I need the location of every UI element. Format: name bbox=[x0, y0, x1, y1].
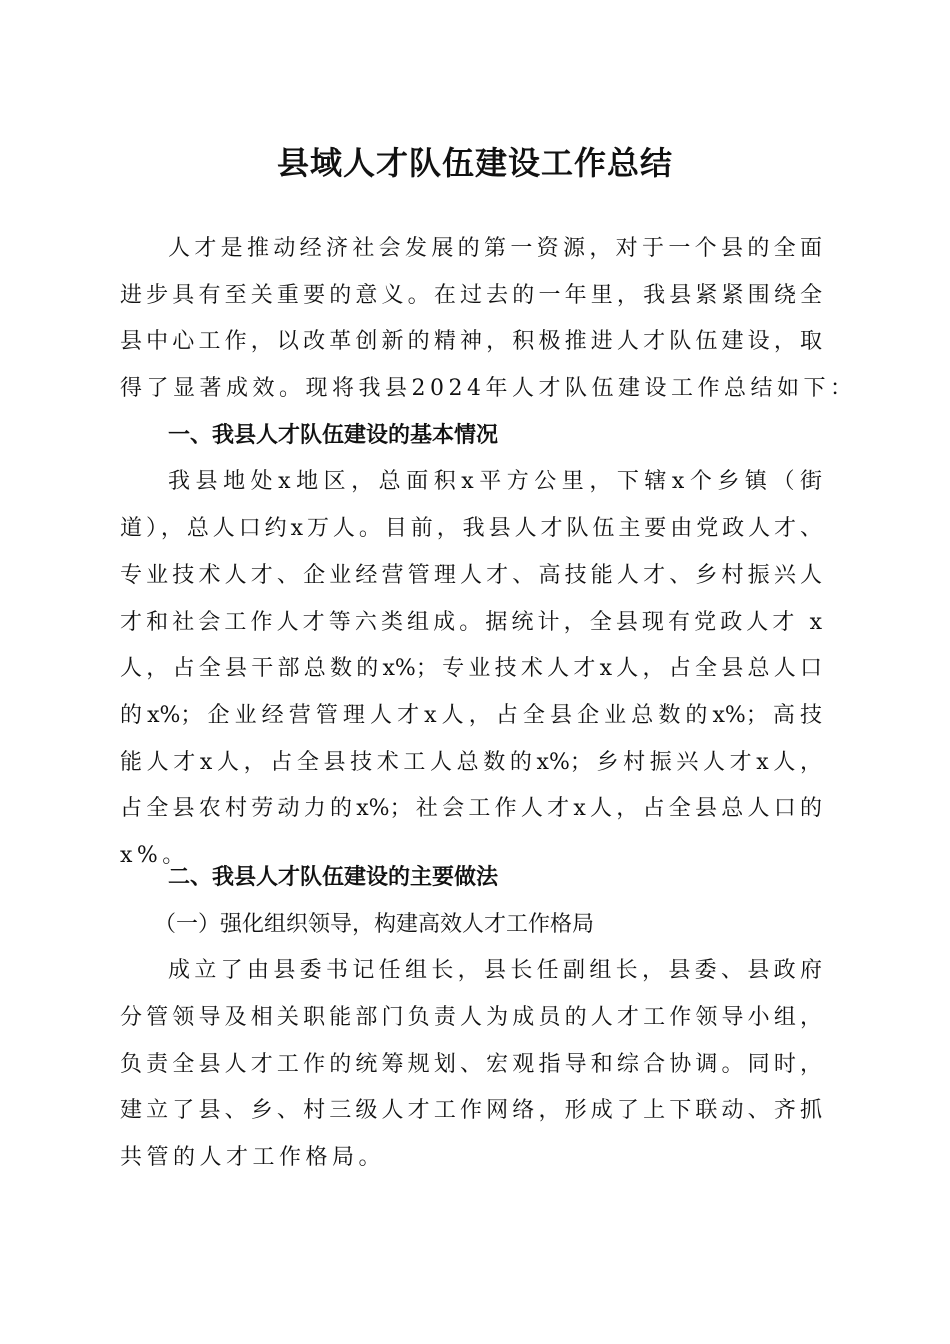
text-line: 进步具有至关重要的意义。在过去的一年里，我县紧紧围绕全 bbox=[120, 282, 822, 308]
section-heading: 二、我县人才队伍建设的主要做法 bbox=[168, 865, 499, 890]
text-line: 专业技术人才、企业经营管理人才、高技能人才、乡村振兴人 bbox=[120, 562, 822, 588]
document-title: 县域人才队伍建设工作总结 bbox=[276, 144, 673, 182]
text-line: 占全县农村劳动力的x%；社会工作人才x人，占全县总人口的 bbox=[120, 796, 822, 822]
text-line: 才和社会工作人才等六类组成。据统计，全县现有党政人才 x bbox=[120, 609, 822, 635]
intro-paragraph bbox=[120, 226, 857, 880]
text-line: x%。 bbox=[120, 842, 189, 868]
text-line: 得了显著成效。现将我县2024年人才队伍建设工作总结如下： bbox=[120, 376, 857, 402]
text-line: 成立了由县委书记任组长，县长任副组长，县委、县政府 bbox=[168, 958, 822, 984]
text-line: 共管的人才工作格局。 bbox=[120, 1145, 386, 1171]
text-line: 人，占全县干部总数的x%；专业技术人才x人，占全县总人口 bbox=[120, 656, 822, 682]
text-line: 负责全县人才工作的统筹规划、宏观指导和综合协调。同时， bbox=[120, 1051, 822, 1077]
text-line: 的x%；企业经营管理人才x人，占全县企业总数的x%；高技 bbox=[120, 702, 822, 728]
text-line: 我县地处x地区，总面积x平方公里，下辖x个乡镇（街 bbox=[168, 469, 822, 495]
text-line: 分管领导及相关职能部门负责人为成员的人才工作领导小组， bbox=[120, 1005, 822, 1031]
text-line: 建立了县、乡、村三级人才工作网络，形成了上下联动、齐抓 bbox=[120, 1098, 822, 1124]
section-heading: 一、我县人才队伍建设的基本情况 bbox=[168, 422, 499, 448]
text-line: 县中心工作，以改革创新的精神，积极推进人才队伍建设，取 bbox=[120, 329, 822, 355]
text-line: 道），总人口约x万人。目前，我县人才队伍主要由党政人才、 bbox=[120, 516, 822, 542]
subsection-heading: （一）强化组织领导，构建高效人才工作格局 bbox=[154, 911, 595, 937]
text-line: 人才是推动经济社会发展的第一资源，对于一个县的全面 bbox=[168, 236, 822, 261]
text-line: 能人才x人，占全县技术工人总数的x%；乡村振兴人才x人， bbox=[120, 749, 822, 775]
section-2 bbox=[120, 855, 822, 1182]
